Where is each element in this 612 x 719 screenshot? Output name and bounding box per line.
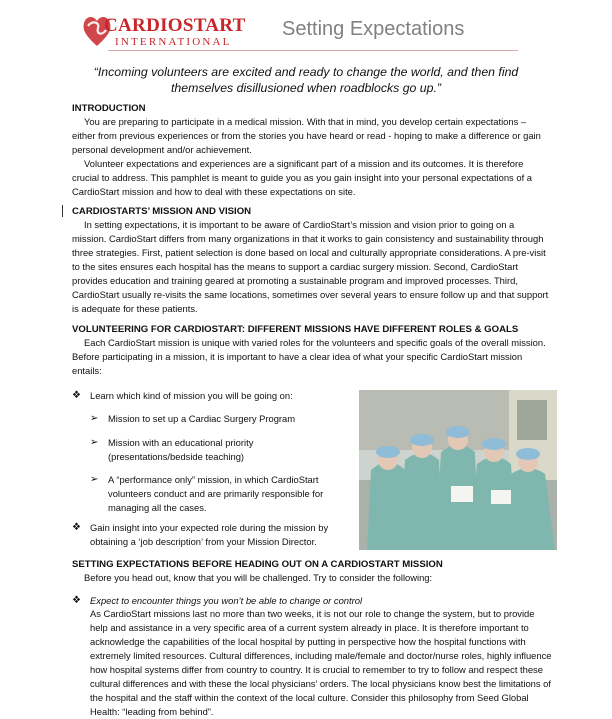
cardiostart-logo — [82, 14, 246, 54]
arrow-bullet-icon: ➢ — [90, 437, 99, 448]
setting-expectations-detail — [90, 607, 552, 719]
mission-heading: CARDIOSTARTS’ MISSION AND VISION — [72, 206, 252, 217]
volunteering-paragraph: Each CardioStart mission is unique with varied roles for the volunteers and specific goals of the overall mission. Before participating in a mission, it is important to have a clear idea of what your specific CardioStart mission entails: — [72, 337, 546, 376]
setting-expectations-detail-text: As CardioStart missions last no more than two weeks, it is not our role to change the system, but to provide help and assistance in a very specific area of a current system already in place. It is therefore important to acknowledge the capabilities of the local hospital by putting in perspective how the hospital functions with extremely limited resources. Cultural differences, including male/female and doctor/nurse roles, highly influence how hospital systems differ from country to country. It is crucial to remember to try to follow and respect these cultural differences and with these the local physicians’ orders. The local physicians know best the limitations of the hospital and the staff within the context of the local culture. Consider this philosophy from Seed Global Health: “leading from behind”. — [90, 608, 552, 717]
setting-expectations-body — [72, 571, 550, 585]
list-item-text: Gain insight into your expected role during the mission by obtaining a ‘job description’ from your Mission Director. — [90, 522, 329, 547]
introduction-paragraph-2: Volunteer expectations and experiences are a significant part of a mission and its outcomes. It is therefore crucial to address. This pamphlet is meant to guide you as you gain insight into your personal expectations of a CardioStart mission and how to deal with these expectations on site. — [72, 158, 532, 197]
list-item-title: Expect to encounter things you won’t be able to change or control — [90, 595, 363, 606]
arrow-bullet-icon: ➢ — [90, 474, 99, 485]
text-cursor — [62, 205, 63, 217]
logo-wordmark: CARDIOSTART — [104, 15, 246, 36]
page-title: Setting Expectations — [282, 18, 465, 40]
logo-subtitle: INTERNATIONAL — [115, 36, 232, 48]
introduction-paragraph-1: You are preparing to participate in a medical mission. With that in mind, you develop certain expectations – either from previous experiences or from the stories you have heard or read - hoping to make a difference or gain personal development and/or achievement. — [72, 116, 541, 155]
opening-quote: “Incoming volunteers are excited and ready to change the world, and then find themselves disillusioned when roadblocks go up.” — [93, 65, 519, 95]
diamond-bullet-icon: ❖ — [72, 522, 81, 533]
introduction-heading: INTRODUCTION — [72, 103, 146, 114]
diamond-bullet-icon: ❖ — [72, 595, 81, 606]
list-item-text: Mission to set up a Cardiac Surgery Program — [108, 413, 296, 424]
medical-team-photo — [359, 390, 557, 550]
setting-expectations-paragraph: Before you head out, know that you will be challenged. Try to consider the following: — [84, 572, 433, 583]
introduction-body — [72, 115, 550, 199]
mission-paragraph: In setting expectations, it is important to be aware of CardioStart’s mission and vision prior to going on a mission. CardioStart differs from many organizations in that it works to gain consistency and sustainability through three strategies. First, patient selection is done based on local and culturally appropriate considerations. A pre-visit to the sites ensures each hospital has the means to support a cardiac surgery mission. Second, CardioStart provides education and training geared at promoting a sustainable program and improved processes. Third, CardioStart usually re-visits the same locations, sometimes over several years to ensure follow up and that support is adequate for these patients. — [72, 219, 549, 314]
list-item-text: Learn which kind of mission you will be going on: — [90, 390, 293, 401]
setting-expectations-heading: SETTING EXPECTATIONS BEFORE HEADING OUT ON A CARDIOSTART MISSION — [72, 559, 443, 570]
diamond-bullet-icon: ❖ — [72, 390, 81, 401]
mission-body — [72, 218, 550, 316]
arrow-bullet-icon: ➢ — [90, 413, 99, 424]
volunteering-body — [72, 336, 550, 378]
header-divider — [108, 50, 518, 51]
list-item-text: Mission with an educational priority (presentations/bedside teaching) — [108, 437, 254, 462]
list-item-text: A “performance only” mission, in which CardioStart volunteers conduct and are primarily responsible for managing all the cases. — [108, 474, 324, 513]
volunteering-heading: VOLUNTEERING FOR CARDIOSTART: DIFFERENT MISSIONS HAVE DIFFERENT ROLES & GOALS — [72, 324, 519, 335]
